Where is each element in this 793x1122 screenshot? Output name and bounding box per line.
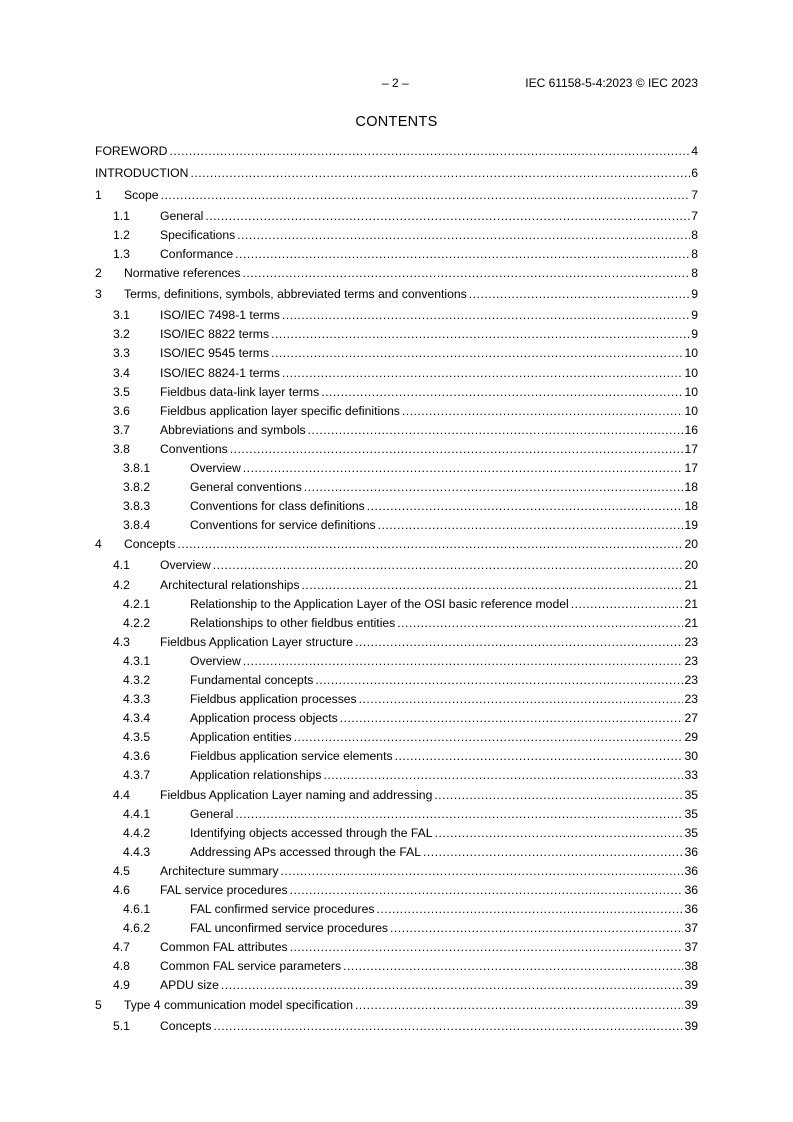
toc-entry-number: 4.1 — [113, 558, 130, 573]
toc-entry-title: INTRODUCTION — [95, 166, 189, 180]
toc-leader-dots — [395, 749, 684, 764]
toc-entry-number: 2 — [95, 266, 102, 281]
toc-entry-number: 4.3.5 — [123, 730, 151, 745]
toc-entry[interactable] — [95, 461, 698, 476]
toc-leader-dots — [378, 518, 684, 533]
toc-entry-title: Concepts — [124, 537, 176, 552]
toc-entry-number: 1 — [95, 188, 102, 202]
toc-entry-number: 3.7 — [113, 422, 130, 437]
toc-entry-page: 30 — [684, 749, 698, 764]
toc-leader-dots — [304, 480, 684, 495]
toc-entry-title: Conformance — [160, 247, 234, 262]
toc-entry-title: Application entities — [190, 730, 292, 745]
toc-entry-number: 4.6.1 — [123, 902, 151, 917]
toc-entry-number: 4.6.2 — [123, 921, 151, 936]
toc-entry-page: 23 — [684, 672, 698, 687]
toc-entry-number: 3.2 — [113, 327, 130, 342]
toc-entry-title: ISO/IEC 9545 terms — [160, 346, 270, 361]
toc-entry[interactable] — [95, 558, 698, 573]
toc-entry-number: 4.7 — [113, 940, 130, 955]
toc-entry-title: ISO/IEC 7498-1 terms — [160, 308, 280, 323]
toc-entry-page: 18 — [684, 480, 698, 495]
toc-entry-page: 7 — [691, 188, 698, 202]
toc-leader-dots — [435, 826, 684, 841]
toc-entry-page: 9 — [691, 308, 698, 323]
toc-entry-number: 4.9 — [113, 978, 130, 993]
toc-leader-dots — [271, 327, 690, 342]
toc-entry[interactable] — [95, 266, 698, 281]
toc-entry-title: Common FAL service parameters — [160, 959, 342, 974]
toc-entry-page: 20 — [684, 558, 698, 573]
toc-entry-page: 7 — [691, 209, 698, 223]
toc-entry[interactable] — [95, 366, 698, 381]
toc-entry[interactable] — [95, 902, 698, 917]
toc-entry-title: ISO/IEC 8824-1 terms — [160, 365, 280, 380]
toc-leader-dots — [281, 864, 684, 879]
toc-entry-title: Conventions — [160, 441, 228, 456]
table-of-contents — [95, 144, 698, 1038]
toc-entry[interactable] — [95, 247, 698, 262]
toc-leader-dots — [423, 845, 683, 860]
toc-entry[interactable] — [95, 209, 698, 224]
toc-leader-dots — [434, 788, 683, 803]
toc-entry[interactable] — [95, 442, 698, 457]
toc-entry[interactable] — [95, 308, 698, 323]
toc-leader-dots — [235, 807, 683, 822]
toc-entry-page: 18 — [684, 499, 698, 514]
toc-entry[interactable] — [95, 404, 698, 419]
toc-leader-dots — [397, 616, 683, 631]
toc-leader-dots — [343, 959, 683, 974]
toc-entry[interactable] — [95, 654, 698, 669]
toc-leader-dots — [308, 423, 684, 438]
toc-leader-dots — [169, 144, 690, 159]
toc-leader-dots — [571, 597, 684, 612]
toc-leader-dots — [294, 730, 684, 745]
toc-entry-title: Fieldbus Application Layer structure — [160, 634, 354, 649]
toc-entry-title: Conventions for service definitions — [190, 518, 376, 533]
toc-entry-number: 4.3.6 — [123, 749, 151, 764]
toc-entry-page: 17 — [684, 461, 698, 476]
toc-leader-dots — [367, 499, 684, 514]
toc-entry[interactable] — [95, 188, 698, 203]
toc-entry-page: 8 — [691, 247, 698, 262]
toc-entry-page: 10 — [684, 384, 698, 399]
toc-entry-number: 3.8.4 — [123, 518, 151, 533]
toc-entry-number: 4.5 — [113, 863, 130, 878]
toc-entry[interactable] — [95, 578, 698, 593]
toc-leader-dots — [469, 287, 690, 302]
toc-entry-title: FOREWORD — [95, 144, 168, 158]
toc-leader-dots — [243, 654, 684, 669]
toc-leader-dots — [213, 558, 684, 573]
toc-entry[interactable] — [95, 749, 698, 764]
toc-entry-number: 4.3 — [113, 634, 130, 649]
toc-entry-page: 35 — [684, 787, 698, 802]
toc-entry[interactable] — [95, 864, 698, 879]
toc-entry-number: 4.2.1 — [123, 596, 151, 611]
toc-entry[interactable] — [95, 166, 698, 181]
toc-entry-page: 37 — [684, 921, 698, 936]
toc-entry-page: 39 — [684, 978, 698, 993]
toc-entry-number: 3.8.2 — [123, 480, 151, 495]
toc-entry-title: Fieldbus Application Layer naming and addressing — [160, 787, 433, 802]
toc-entry[interactable] — [95, 940, 698, 955]
toc-entry-number: 4.4.1 — [123, 806, 151, 821]
toc-leader-dots — [321, 385, 683, 400]
toc-entry-page: 36 — [684, 863, 698, 878]
toc-entry[interactable] — [95, 346, 698, 361]
toc-entry[interactable] — [95, 228, 698, 243]
toc-entry-page: 16 — [684, 422, 698, 437]
toc-entry-title: Relationships to other fieldbus entities — [190, 615, 396, 630]
toc-entry[interactable] — [95, 480, 698, 495]
toc-entry[interactable] — [95, 711, 698, 726]
toc-leader-dots — [376, 902, 683, 917]
toc-entry-page: 23 — [684, 634, 698, 649]
toc-leader-dots — [282, 366, 684, 381]
toc-leader-dots — [323, 768, 683, 783]
toc-entry[interactable] — [95, 385, 698, 400]
toc-entry-number: 4.8 — [113, 959, 130, 974]
toc-entry-title: Terms, definitions, symbols, abbreviated terms and conventions — [124, 287, 467, 302]
toc-entry-number: 3.6 — [113, 403, 130, 418]
toc-entry-page: 21 — [684, 596, 698, 611]
toc-entry-title: FAL unconfirmed service procedures — [190, 921, 389, 936]
toc-entry-title: Fieldbus application layer specific definitions — [160, 403, 400, 418]
toc-entry-number: 3.1 — [113, 308, 130, 323]
toc-entry-page: 36 — [684, 883, 698, 897]
toc-entry[interactable] — [95, 692, 698, 707]
toc-entry-title: Conventions for class definitions — [190, 499, 365, 514]
toc-leader-dots — [355, 635, 683, 650]
toc-leader-dots — [402, 404, 684, 419]
toc-entry[interactable] — [95, 845, 698, 860]
toc-entry-title: Application process objects — [190, 711, 338, 726]
toc-entry[interactable] — [95, 883, 698, 898]
toc-entry[interactable] — [95, 597, 698, 612]
toc-entry-title: Common FAL attributes — [160, 940, 288, 955]
toc-entry[interactable] — [95, 730, 698, 745]
toc-leader-dots — [214, 1019, 684, 1034]
document-id: IEC 61158-5-4:2023 © IEC 2023 — [525, 76, 698, 90]
toc-entry-number: 4.4 — [113, 787, 130, 802]
toc-entry-page: 27 — [684, 711, 698, 726]
toc-entry-title: Relationship to the Application Layer of the OSI basic reference model — [190, 596, 569, 611]
page-title: CONTENTS — [355, 114, 438, 130]
toc-entry-title: Application relationships — [190, 768, 322, 783]
toc-leader-dots — [205, 209, 690, 224]
toc-entry-title: Specifications — [160, 228, 236, 243]
toc-leader-dots — [302, 578, 684, 593]
toc-entry-page: 19 — [684, 518, 698, 533]
toc-entry[interactable] — [95, 1019, 698, 1034]
toc-leader-dots — [271, 346, 683, 361]
toc-entry-page: 10 — [684, 346, 698, 361]
toc-entry[interactable] — [95, 635, 698, 650]
toc-entry-title: Type 4 communication model specification — [124, 997, 353, 1012]
toc-leader-dots — [290, 940, 684, 955]
toc-entry-page: 23 — [684, 653, 698, 668]
toc-entry-page: 29 — [684, 730, 698, 745]
toc-entry-page: 8 — [691, 228, 698, 243]
toc-entry[interactable] — [95, 518, 698, 533]
toc-entry[interactable] — [95, 287, 698, 302]
toc-entry-number: 3.8.1 — [123, 461, 151, 476]
toc-entry-number: 3.8.3 — [123, 499, 151, 514]
toc-leader-dots — [230, 442, 684, 457]
toc-entry-title: FAL confirmed service procedures — [190, 902, 375, 917]
toc-entry[interactable] — [95, 826, 698, 841]
toc-leader-dots — [359, 692, 684, 707]
toc-leader-dots — [355, 998, 683, 1013]
toc-entry-number: 1.1 — [113, 209, 130, 223]
toc-leader-dots — [390, 921, 683, 936]
toc-entry-number: 4.3.3 — [123, 692, 151, 707]
toc-entry[interactable] — [95, 144, 698, 159]
toc-entry-page: 8 — [691, 266, 698, 281]
toc-leader-dots — [340, 711, 684, 726]
toc-entry-title: General conventions — [190, 480, 302, 495]
toc-leader-dots — [243, 266, 691, 281]
toc-entry[interactable] — [95, 616, 698, 631]
toc-entry-title: Fieldbus application service elements — [190, 749, 393, 764]
toc-entry-number: 3.3 — [113, 346, 130, 361]
toc-entry[interactable] — [95, 978, 698, 993]
toc-entry-number: 4.4.2 — [123, 825, 151, 840]
toc-entry-number: 4.3.4 — [123, 711, 151, 726]
page-header — [0, 76, 793, 92]
toc-entry-number: 4.3.7 — [123, 768, 151, 783]
toc-entry-title: General — [160, 209, 204, 223]
toc-entry[interactable] — [95, 499, 698, 514]
toc-entry-number: 3.5 — [113, 384, 130, 399]
toc-entry-title: Architectural relationships — [160, 577, 300, 592]
toc-entry-page: 21 — [684, 577, 698, 592]
toc-entry-page: 39 — [684, 1018, 698, 1033]
toc-entry-title: Fieldbus application processes — [190, 692, 357, 707]
toc-entry-title: FAL service procedures — [160, 883, 288, 897]
toc-entry-title: Overview — [190, 653, 241, 668]
toc-entry-title: Architecture summary — [160, 863, 279, 878]
toc-entry-number: 4.2 — [113, 577, 130, 592]
toc-entry[interactable] — [95, 327, 698, 342]
toc-entry-page: 20 — [684, 537, 698, 552]
toc-entry-page: 10 — [684, 365, 698, 380]
toc-entry-page: 23 — [684, 692, 698, 707]
toc-entry-page: 38 — [684, 959, 698, 974]
page-number: – 2 – — [382, 76, 409, 90]
toc-entry-page: 33 — [684, 768, 698, 783]
toc-entry-page: 17 — [684, 441, 698, 456]
toc-leader-dots — [282, 308, 690, 323]
toc-entry-page: 36 — [684, 902, 698, 917]
toc-entry-page: 6 — [691, 166, 698, 180]
toc-entry-title: Overview — [160, 558, 211, 573]
toc-entry-title: Fundamental concepts — [190, 672, 314, 687]
toc-entry-title: Normative references — [124, 266, 241, 281]
toc-leader-dots — [243, 461, 684, 476]
toc-entry-page: 36 — [684, 844, 698, 859]
toc-entry[interactable] — [95, 768, 698, 783]
toc-entry-page: 37 — [684, 940, 698, 955]
toc-entry-title: ISO/IEC 8822 terms — [160, 327, 270, 342]
toc-entry-number: 4.2.2 — [123, 615, 151, 630]
toc-entry-title: Scope — [124, 188, 159, 202]
toc-entry-title: Addressing APs accessed through the FAL — [190, 844, 422, 859]
toc-entry-number: 5.1 — [113, 1018, 130, 1033]
toc-entry-page: 4 — [691, 144, 698, 158]
toc-entry[interactable] — [95, 959, 698, 974]
toc-leader-dots — [190, 166, 690, 181]
toc-entry-page: 21 — [684, 615, 698, 630]
toc-entry-title: Concepts — [160, 1018, 212, 1033]
toc-entry[interactable] — [95, 788, 698, 803]
toc-entry-page: 35 — [684, 806, 698, 821]
toc-entry-title: General — [190, 806, 234, 821]
toc-entry-page: 9 — [691, 327, 698, 342]
toc-leader-dots — [315, 673, 683, 688]
toc-leader-dots — [290, 883, 684, 898]
toc-entry-number: 4.4.3 — [123, 844, 151, 859]
toc-leader-dots — [221, 978, 684, 993]
toc-entry-number: 3.8 — [113, 441, 130, 456]
toc-entry-number: 4.3.2 — [123, 672, 151, 687]
toc-entry[interactable] — [95, 998, 698, 1013]
toc-entry-number: 1.3 — [113, 247, 130, 262]
toc-entry-title: Identifying objects accessed through the FAL — [190, 825, 433, 840]
toc-entry-number: 4.3.1 — [123, 653, 151, 668]
toc-entry[interactable] — [95, 423, 698, 438]
toc-leader-dots — [161, 188, 691, 203]
toc-entry-number: 3 — [95, 287, 102, 302]
toc-entry-page: 9 — [691, 287, 698, 302]
toc-entry[interactable] — [95, 673, 698, 688]
toc-entry[interactable] — [95, 807, 698, 822]
toc-entry-title: Abbreviations and symbols — [160, 422, 306, 437]
toc-entry-title: Overview — [190, 461, 241, 476]
toc-entry-number: 4 — [95, 537, 102, 552]
toc-entry-page: 39 — [684, 997, 698, 1012]
toc-entry-number: 5 — [95, 997, 102, 1012]
toc-entry-title: APDU size — [160, 978, 219, 993]
toc-leader-dots — [235, 247, 690, 262]
toc-entry-number: 1.2 — [113, 228, 130, 243]
toc-leader-dots — [178, 537, 684, 552]
toc-entry-page: 35 — [684, 825, 698, 840]
toc-entry[interactable] — [95, 921, 698, 936]
toc-entry-title: Fieldbus data-link layer terms — [160, 384, 320, 399]
toc-entry-page: 10 — [684, 403, 698, 418]
toc-entry-number: 4.6 — [113, 883, 130, 897]
toc-entry-number: 3.4 — [113, 365, 130, 380]
toc-leader-dots — [237, 228, 690, 243]
toc-entry[interactable] — [95, 537, 698, 552]
